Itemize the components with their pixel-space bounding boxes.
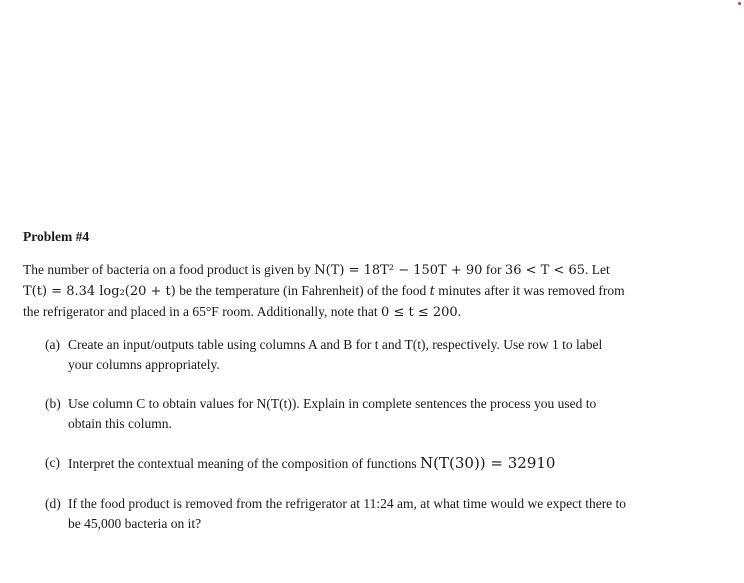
- problem-intro: [23, 260, 723, 323]
- part-label: (a): [45, 337, 60, 352]
- temperature-equation: T(t) = 8.34 log₂(20 + t): [23, 284, 176, 299]
- part-b: [23, 394, 723, 434]
- part-text: If the food product is removed from the refrigerator at 11:24 am, at what time would we expect there to: [68, 496, 627, 511]
- intro-text: be the temperature (in Fahrenheit) of the food: [175, 283, 430, 298]
- part-label: (d): [45, 496, 61, 511]
- part-text: your columns appropriately.: [68, 357, 220, 372]
- intro-text: .: [457, 304, 462, 319]
- bacteria-equation: N(T) = 18T² − 150T + 90: [314, 263, 483, 278]
- part-a: [23, 335, 723, 375]
- intro-text: . Let: [585, 262, 610, 277]
- intro-text: minutes after it was removed from: [434, 283, 625, 298]
- part-label: (c): [45, 455, 60, 470]
- part-text: [68, 453, 723, 474]
- corner-marker: [738, 2, 741, 5]
- problem-document: [23, 228, 723, 534]
- temperature-range: 36 < T < 65: [504, 263, 585, 278]
- part-c-text: Interpret the contextual meaning of the composition of functions: [68, 456, 421, 471]
- part-text: obtain this column.: [68, 416, 172, 431]
- part-text: Use column C to obtain values for N(T(t)). Explain in complete sentences the process you used to: [68, 396, 597, 411]
- intro-text: for: [482, 262, 505, 277]
- intro-text: the refrigerator and placed in a 65°F room. Additionally, note that: [23, 304, 382, 319]
- problem-title: Problem #4: [23, 229, 90, 244]
- part-label: (b): [45, 396, 61, 411]
- intro-text: The number of bacteria on a food product is given by: [23, 262, 315, 277]
- part-text: be 45,000 bacteria on it?: [68, 516, 202, 531]
- part-d: [23, 494, 723, 534]
- problem-parts-list: [23, 335, 723, 534]
- time-range: 0 ≤ t ≤ 200: [381, 305, 458, 320]
- part-text: Create an input/outputs table using columns A and B for t and T(t), respectively. Use row 1 to label: [68, 337, 603, 352]
- time-variable: t: [429, 284, 435, 299]
- composition-equation: N(T(30)) = 32910: [420, 454, 556, 472]
- part-c: [23, 453, 723, 474]
